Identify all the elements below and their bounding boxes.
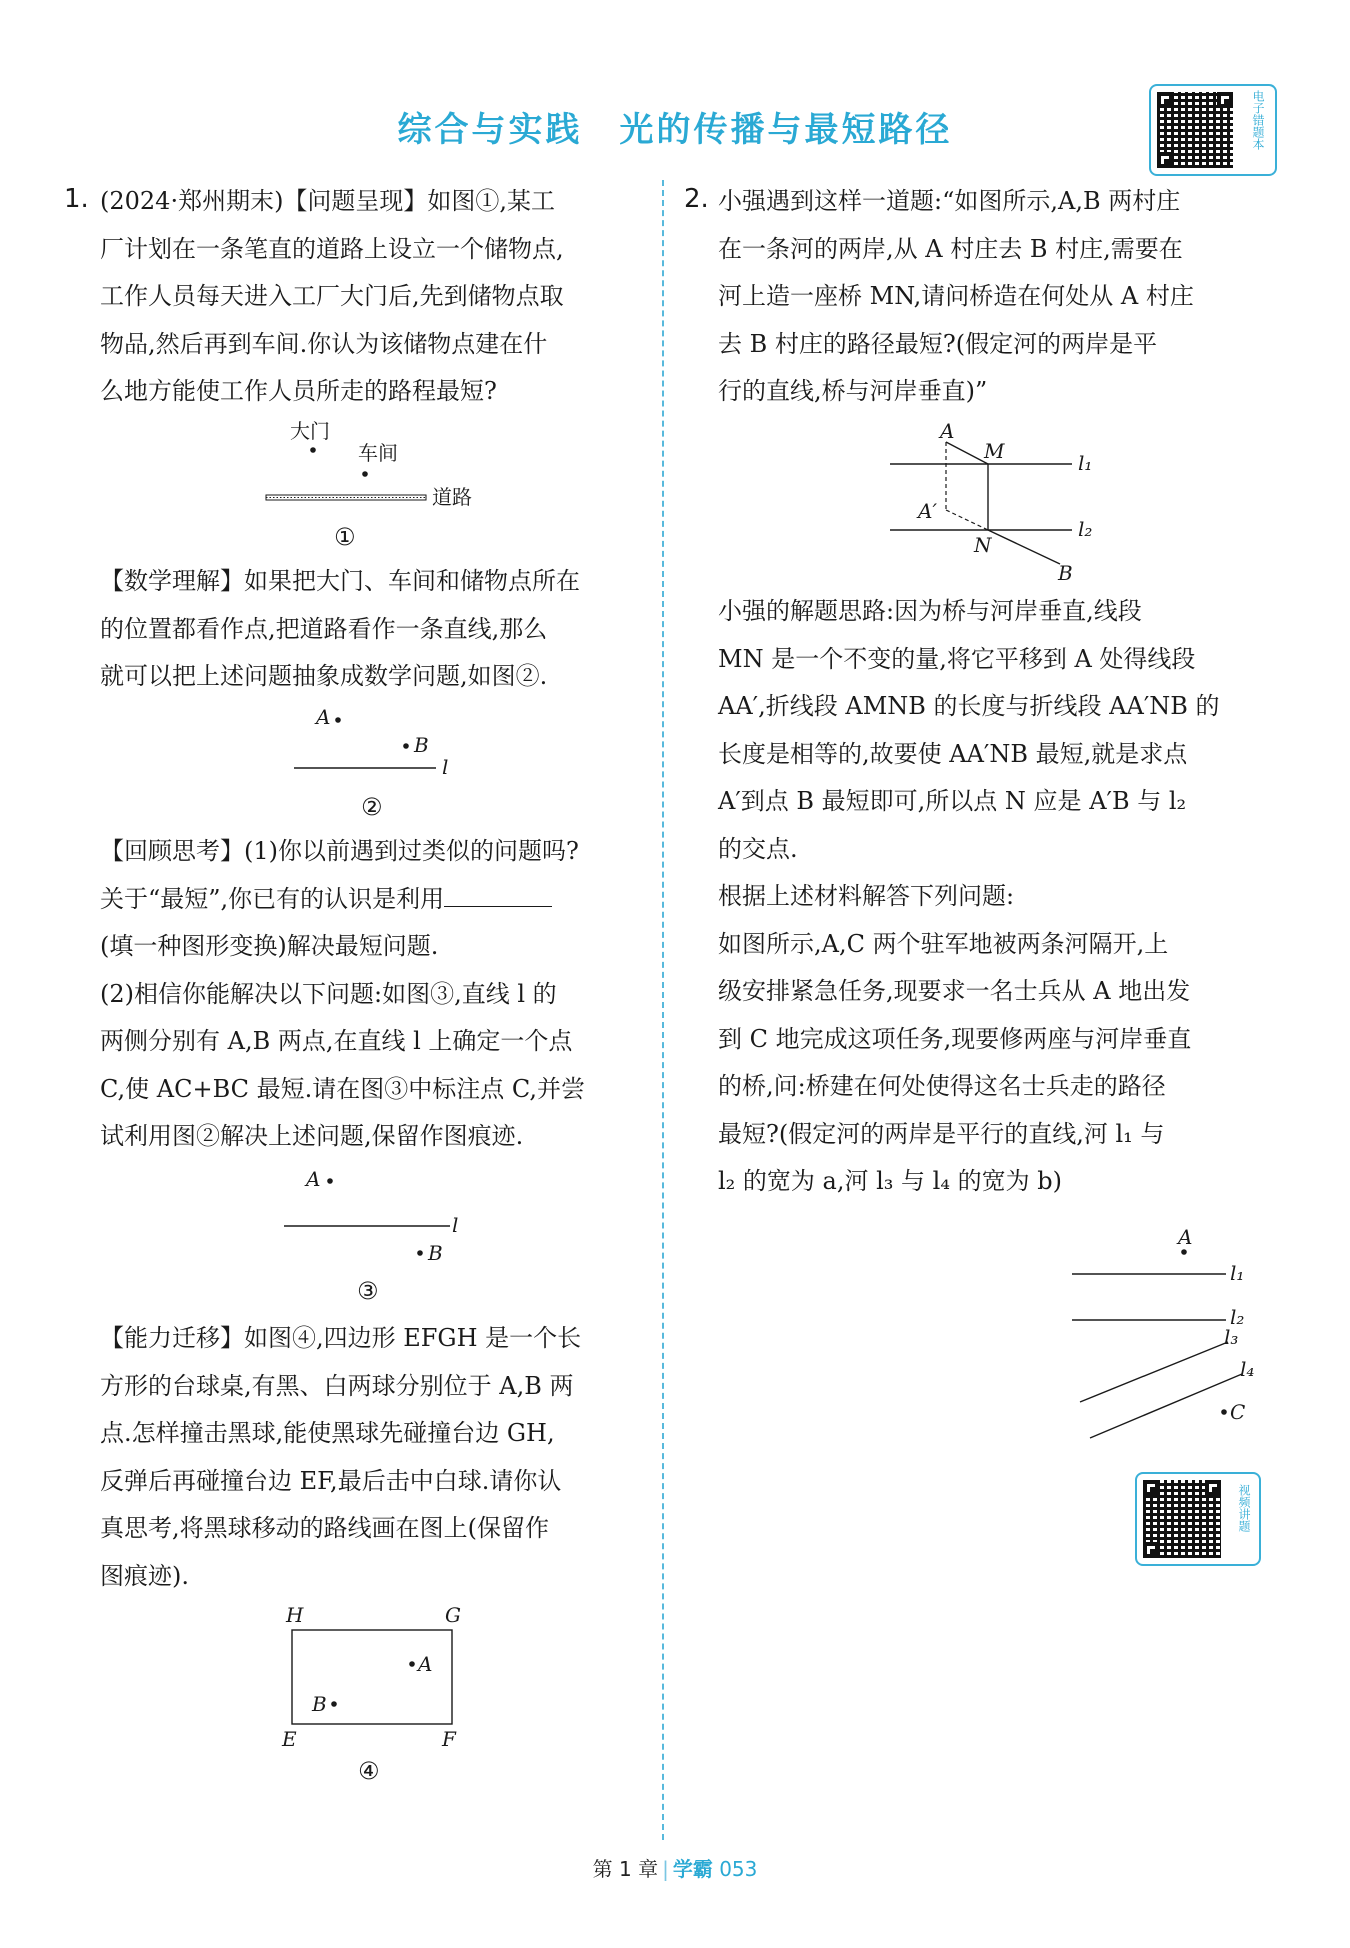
text-line: (2024·郑州期末)【问题呈现】如图①,某工 bbox=[100, 187, 556, 215]
segment-AM bbox=[946, 442, 988, 464]
label-A: A bbox=[940, 419, 955, 443]
label-A-prime: A′ bbox=[918, 499, 937, 523]
point-B bbox=[331, 1701, 337, 1707]
text-line: 根据上述材料解答下列问题: bbox=[718, 882, 1015, 910]
text-line: 长度是相等的,故要使 AA′NB 最短,就是求点 bbox=[718, 739, 1188, 768]
label-G: G bbox=[445, 1603, 461, 1627]
column-divider bbox=[662, 180, 664, 1840]
point-B bbox=[417, 1250, 423, 1256]
label-l: l bbox=[442, 755, 449, 779]
qr-finder bbox=[1205, 1480, 1221, 1496]
point-C bbox=[1221, 1409, 1227, 1415]
label-l1: l₁ bbox=[1230, 1261, 1245, 1285]
footer-separator: | bbox=[662, 1857, 669, 1881]
brand-label: 学霸 bbox=[672, 1857, 713, 1881]
point-B bbox=[403, 743, 409, 749]
text-line: 小强遇到这样一道题:“如图所示,A,B 两村庄 bbox=[718, 187, 1181, 215]
qr-label: 视频讲题 bbox=[1237, 1484, 1251, 1532]
text-line: 【回顾思考】(1)你以前遇到过类似的问题吗? bbox=[100, 837, 579, 865]
text-line-with-blank bbox=[100, 876, 585, 924]
label-l4: l₄ bbox=[1240, 1357, 1255, 1381]
text-line: 到 C 地完成这项任务,现要修两座与河岸垂直 bbox=[718, 1024, 1192, 1053]
text-line: (2)相信你能解决以下问题:如图③,直线 l 的 bbox=[100, 979, 557, 1008]
text-line: 【数学理解】如果把大门、车间和储物点所在 bbox=[100, 567, 580, 595]
qr-code-error-book[interactable] bbox=[1149, 84, 1277, 176]
figure-4-billiard-table bbox=[270, 1598, 470, 1758]
figure-caption: ③ bbox=[357, 1277, 379, 1305]
label-M: M bbox=[984, 439, 1005, 463]
label-A: A bbox=[1178, 1225, 1193, 1249]
question-1-text bbox=[100, 178, 564, 416]
qr-finder bbox=[1143, 1480, 1159, 1496]
label-l2: l₂ bbox=[1230, 1305, 1245, 1329]
point-gate bbox=[310, 447, 316, 453]
figure-two-rivers bbox=[1060, 1218, 1280, 1448]
label-B: B bbox=[312, 1692, 327, 1716]
text-line: 河上造一座桥 MN,请问桥造在何处从 A 村庄 bbox=[718, 282, 1194, 310]
page-title: 综合与实践 光的传播与最短路径 bbox=[397, 110, 953, 150]
label-A: A bbox=[418, 1652, 433, 1676]
text-line: 行的直线,桥与河岸垂直)” bbox=[718, 377, 988, 405]
qr-finder bbox=[1143, 1542, 1159, 1558]
understanding-text bbox=[100, 558, 580, 701]
solution-idea-text bbox=[718, 588, 1220, 1206]
chapter-label: 第 1 章 bbox=[592, 1857, 659, 1881]
text-line: 的交点. bbox=[718, 834, 798, 863]
figure-caption: ② bbox=[361, 793, 383, 821]
review-text bbox=[100, 828, 585, 1161]
text-line: AA′,折线段 AMNB 的长度与折线段 AA′NB 的 bbox=[718, 692, 1220, 720]
text-fragment: 关于“最短”,你已有的认识是利用 bbox=[100, 884, 445, 913]
point-workshop bbox=[362, 471, 368, 477]
text-line: 【能力迁移】如图④,四边形 EFGH 是一个长 bbox=[100, 1324, 582, 1352]
question-number: 1. bbox=[64, 184, 89, 214]
text-line: 点.怎样撞击黑球,能使黑球先碰撞台边 GH, bbox=[100, 1419, 555, 1447]
label-F: F bbox=[442, 1727, 456, 1751]
text-line: 在一条河的两岸,从 A 村庄去 B 村庄,需要在 bbox=[718, 234, 1183, 263]
text-line: 方形的台球桌,有黑、白两球分别位于 A,B 两 bbox=[100, 1371, 574, 1400]
answer-blank[interactable] bbox=[444, 905, 552, 907]
label-l1: l₁ bbox=[1078, 451, 1093, 475]
label-road: 道路 bbox=[432, 485, 472, 509]
text-line: 如图所示,A,C 两个驻军地被两条河隔开,上 bbox=[718, 929, 1169, 958]
text-line: C,使 AC+BC 最短.请在图③中标注点 C,并尝 bbox=[100, 1074, 586, 1103]
label-H: H bbox=[286, 1603, 304, 1627]
road-bar bbox=[266, 495, 426, 500]
text-line: 最短?(假定河的两岸是平行的直线,河 l₁ 与 bbox=[718, 1119, 1165, 1148]
text-line: 么地方能使工作人员所走的路程最短? bbox=[100, 377, 497, 405]
page-footer bbox=[0, 1853, 1350, 1882]
label-l2: l₂ bbox=[1078, 517, 1093, 541]
text-line: 的桥,问:桥建在何处使得这名士兵走的路径 bbox=[718, 1072, 1166, 1100]
label-N: N bbox=[974, 533, 992, 557]
text-line: MN 是一个不变的量,将它平移到 A 处得线段 bbox=[718, 644, 1196, 673]
qr-finder bbox=[1157, 152, 1173, 168]
line-l3 bbox=[1080, 1342, 1228, 1402]
question-number: 2. bbox=[684, 184, 709, 214]
text-line: 就可以把上述问题抽象成数学问题,如图②. bbox=[100, 662, 548, 690]
qr-code-video[interactable] bbox=[1135, 1472, 1261, 1566]
text-line: 级安排紧急任务,现要求一名士兵从 A 地出发 bbox=[718, 977, 1191, 1005]
text-line: (填一种图形变换)解决最短问题. bbox=[100, 932, 439, 960]
text-line: 真思考,将黑球移动的路线画在图上(保留作 bbox=[100, 1514, 549, 1542]
text-line: 试利用图②解决上述问题,保留作图痕迹. bbox=[100, 1122, 524, 1150]
text-line: 工作人员每天进入工厂大门后,先到储物点取 bbox=[100, 282, 564, 310]
label-B: B bbox=[1058, 561, 1073, 585]
text-line: 去 B 村庄的路径最短?(假定河的两岸是平 bbox=[718, 329, 1158, 358]
figure-caption: ④ bbox=[358, 1757, 380, 1785]
segment-A-prime-N bbox=[946, 510, 988, 530]
figure-2-line bbox=[280, 702, 480, 782]
point-A bbox=[1181, 1249, 1187, 1255]
line-l4 bbox=[1090, 1374, 1242, 1438]
text-line: 的位置都看作点,把道路看作一条直线,那么 bbox=[100, 614, 548, 643]
label-gate: 大门 bbox=[290, 419, 330, 443]
point-A bbox=[327, 1178, 333, 1184]
label-A: A bbox=[316, 705, 331, 729]
label-A: A bbox=[306, 1167, 321, 1191]
qr-finder bbox=[1157, 92, 1173, 108]
text-line: 图痕迹). bbox=[100, 1561, 189, 1590]
point-A bbox=[409, 1661, 415, 1667]
text-line: 两侧分别有 A,B 两点,在直线 l 上确定一个点 bbox=[100, 1027, 573, 1055]
text-line: A′到点 B 最短即可,所以点 N 应是 A′B 与 l₂ bbox=[718, 787, 1187, 815]
question-2-text bbox=[718, 178, 1194, 416]
label-B: B bbox=[414, 733, 429, 757]
page-number: 053 bbox=[719, 1857, 758, 1881]
qr-finder bbox=[1217, 92, 1233, 108]
label-workshop: 车间 bbox=[358, 441, 398, 465]
label-l3: l₃ bbox=[1224, 1325, 1239, 1349]
text-line: l₂ 的宽为 a,河 l₃ 与 l₄ 的宽为 b) bbox=[718, 1167, 1062, 1195]
label-C: C bbox=[1230, 1400, 1246, 1424]
transfer-text bbox=[100, 1315, 581, 1600]
figure-1-road bbox=[250, 416, 510, 516]
label-l: l bbox=[452, 1213, 459, 1237]
text-line: 反弹后再碰撞台边 EF,最后击中白球.请你认 bbox=[100, 1466, 562, 1495]
figure-3-line bbox=[270, 1164, 480, 1264]
label-B: B bbox=[428, 1241, 443, 1265]
qr-label: 电子错题本 bbox=[1251, 90, 1265, 150]
point-A bbox=[335, 717, 341, 723]
figure-caption: ① bbox=[334, 523, 356, 551]
text-line: 厂计划在一条笔直的道路上设立一个储物点, bbox=[100, 234, 564, 263]
text-line: 小强的解题思路:因为桥与河岸垂直,线段 bbox=[718, 597, 1142, 625]
figure-bridge bbox=[880, 418, 1120, 588]
segment-NB bbox=[988, 530, 1060, 564]
label-E: E bbox=[282, 1727, 297, 1751]
text-line: 物品,然后再到车间.你认为该储物点建在什 bbox=[100, 329, 548, 358]
